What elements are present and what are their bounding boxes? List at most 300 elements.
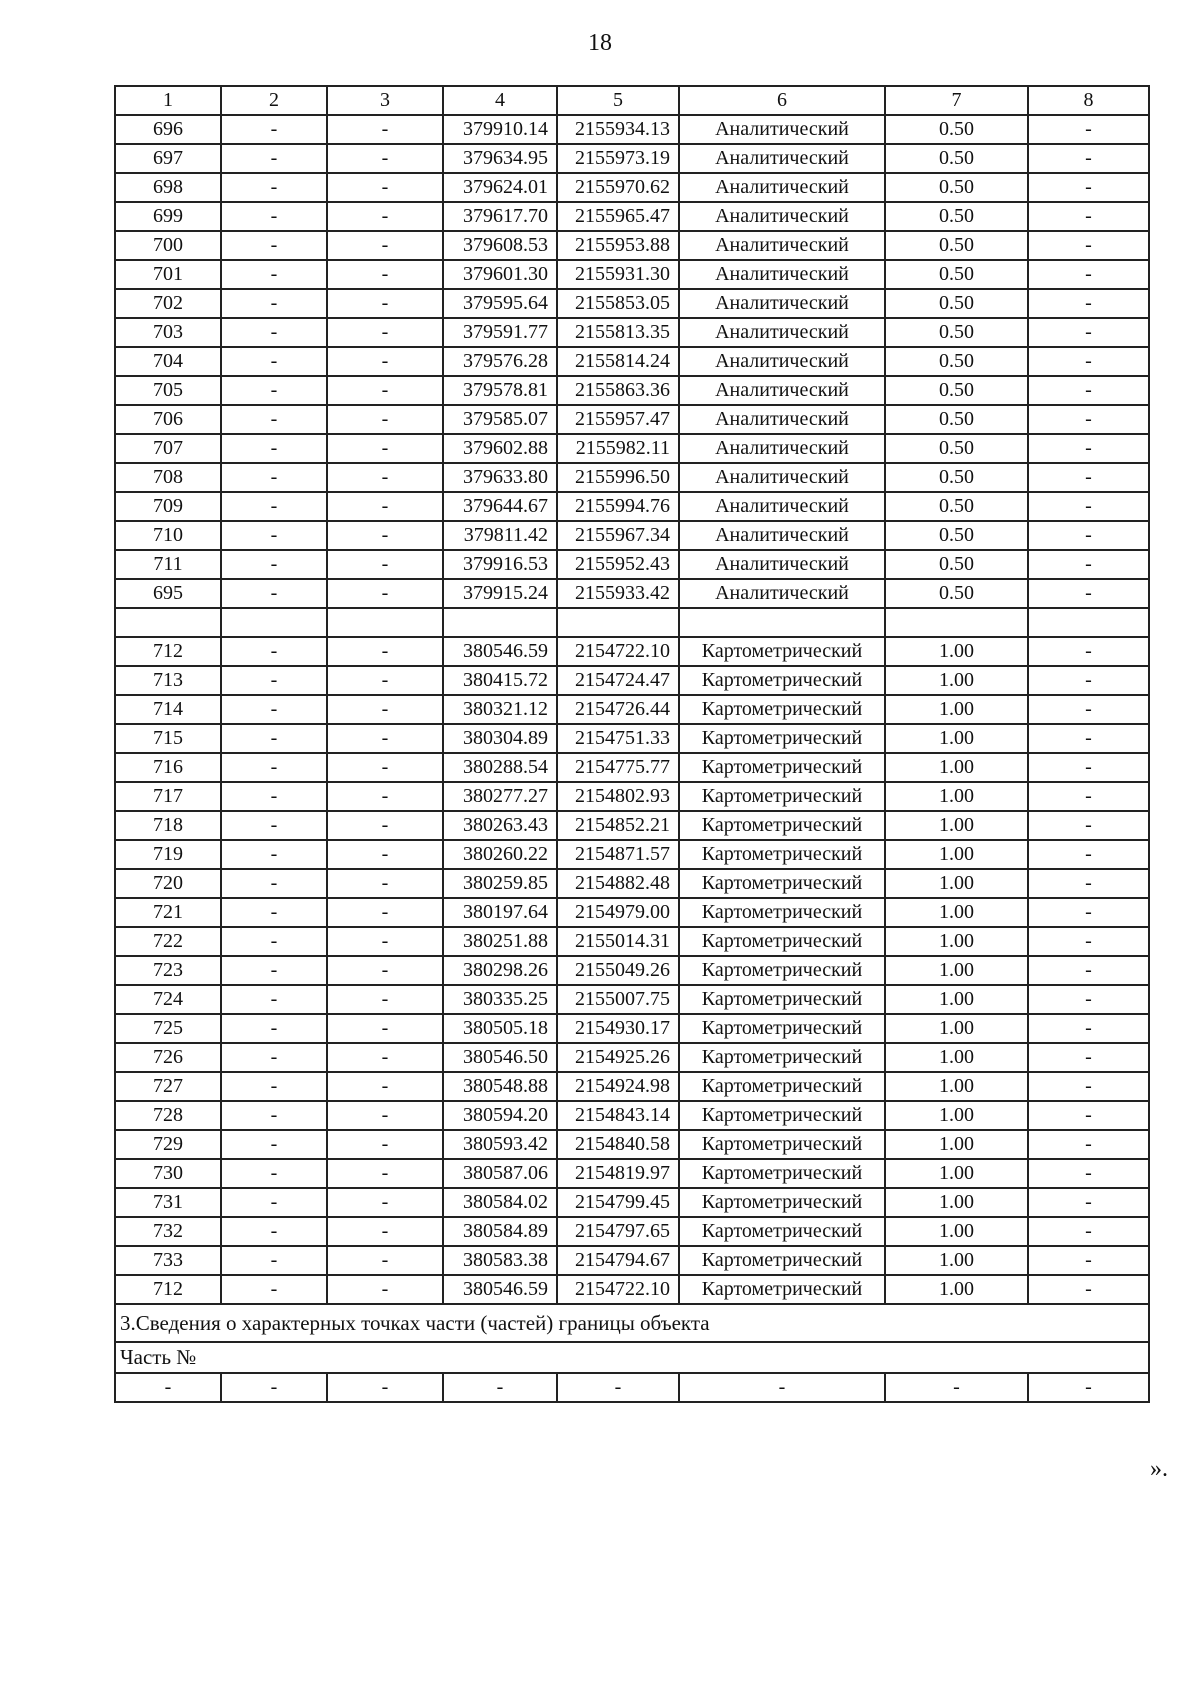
method-cell: Аналитический (679, 492, 885, 521)
col3-cell: - (327, 492, 443, 521)
accuracy-cell: 1.00 (885, 840, 1028, 869)
x-coordinate-cell: 379633.80 (443, 463, 557, 492)
accuracy-cell: 0.50 (885, 115, 1028, 144)
method-cell: Аналитический (679, 463, 885, 492)
col8-cell: - (1028, 1101, 1149, 1130)
blank-separator-row (115, 608, 1149, 637)
x-coordinate-cell: 379916.53 (443, 550, 557, 579)
col2-cell: - (221, 231, 327, 260)
point-number-cell: 721 (115, 898, 221, 927)
x-coordinate-cell: 380304.89 (443, 724, 557, 753)
table-row (115, 985, 1149, 1014)
col2-cell: - (221, 782, 327, 811)
table-row (115, 724, 1149, 753)
point-number-cell: 716 (115, 753, 221, 782)
y-coordinate-cell: 2154852.21 (557, 811, 679, 840)
table-row (115, 115, 1149, 144)
col3-cell: - (327, 318, 443, 347)
y-coordinate-cell: 2154871.57 (557, 840, 679, 869)
col2-cell: - (221, 1130, 327, 1159)
point-number-cell: 717 (115, 782, 221, 811)
col2-cell: - (221, 289, 327, 318)
col8-cell: - (1028, 927, 1149, 956)
accuracy-cell: 1.00 (885, 1246, 1028, 1275)
col2-cell: - (221, 1043, 327, 1072)
point-number-cell: 702 (115, 289, 221, 318)
table-row (115, 782, 1149, 811)
point-number-cell: 711 (115, 550, 221, 579)
accuracy-cell: 1.00 (885, 666, 1028, 695)
y-coordinate-cell: 2154751.33 (557, 724, 679, 753)
y-coordinate-cell: 2154794.67 (557, 1246, 679, 1275)
col3-cell: - (327, 347, 443, 376)
col2-cell: - (221, 840, 327, 869)
accuracy-cell: 0.50 (885, 202, 1028, 231)
dash-cell: - (557, 1373, 679, 1402)
col3-cell: - (327, 898, 443, 927)
x-coordinate-cell: 379576.28 (443, 347, 557, 376)
col8-cell: - (1028, 1188, 1149, 1217)
col2-cell: - (221, 898, 327, 927)
table-row (115, 405, 1149, 434)
col2-cell: - (221, 463, 327, 492)
page-number: 18 (588, 30, 612, 56)
col2-cell: - (221, 173, 327, 202)
accuracy-cell: 1.00 (885, 1159, 1028, 1188)
point-number-cell: 697 (115, 144, 221, 173)
table-row (115, 202, 1149, 231)
point-number-cell: 722 (115, 927, 221, 956)
col2-cell: - (221, 202, 327, 231)
col2-cell: - (221, 1217, 327, 1246)
col2-cell: - (221, 1275, 327, 1304)
x-coordinate-cell: 379634.95 (443, 144, 557, 173)
method-cell: Аналитический (679, 289, 885, 318)
accuracy-cell: 1.00 (885, 869, 1028, 898)
col8-cell: - (1028, 1217, 1149, 1246)
point-number-cell: 695 (115, 579, 221, 608)
method-cell: Аналитический (679, 231, 885, 260)
blank-cell (327, 608, 443, 637)
col3-cell: - (327, 1275, 443, 1304)
x-coordinate-cell: 380263.43 (443, 811, 557, 840)
method-cell: Картометрический (679, 637, 885, 666)
point-number-cell: 706 (115, 405, 221, 434)
y-coordinate-cell: 2155007.75 (557, 985, 679, 1014)
method-cell: Картометрический (679, 1072, 885, 1101)
last-row (115, 1373, 1149, 1402)
col3-cell: - (327, 144, 443, 173)
x-coordinate-cell: 379915.24 (443, 579, 557, 608)
y-coordinate-cell: 2154799.45 (557, 1188, 679, 1217)
table-row (115, 869, 1149, 898)
method-cell: Аналитический (679, 579, 885, 608)
table-row (115, 898, 1149, 927)
x-coordinate-cell: 380583.38 (443, 1246, 557, 1275)
accuracy-cell: 1.00 (885, 695, 1028, 724)
method-cell: Аналитический (679, 144, 885, 173)
point-number-cell: 725 (115, 1014, 221, 1043)
table-row (115, 1159, 1149, 1188)
table-row (115, 1101, 1149, 1130)
table-row (115, 1188, 1149, 1217)
x-coordinate-cell: 380546.59 (443, 1275, 557, 1304)
col3-cell: - (327, 173, 443, 202)
x-coordinate-cell: 380594.20 (443, 1101, 557, 1130)
col8-cell: - (1028, 898, 1149, 927)
col8-cell: - (1028, 753, 1149, 782)
col3-cell: - (327, 550, 443, 579)
col8-cell: - (1028, 231, 1149, 260)
table-row (115, 463, 1149, 492)
table-row (115, 492, 1149, 521)
col8-cell: - (1028, 1043, 1149, 1072)
method-cell: Аналитический (679, 173, 885, 202)
col2-cell: - (221, 347, 327, 376)
col3-cell: - (327, 956, 443, 985)
col3-cell: - (327, 202, 443, 231)
col8-cell: - (1028, 869, 1149, 898)
col3-cell: - (327, 985, 443, 1014)
col3-cell: - (327, 1130, 443, 1159)
accuracy-cell: 1.00 (885, 1275, 1028, 1304)
table-row (115, 376, 1149, 405)
accuracy-cell: 0.50 (885, 492, 1028, 521)
accuracy-cell: 0.50 (885, 289, 1028, 318)
col8-cell: - (1028, 985, 1149, 1014)
point-number-cell: 728 (115, 1101, 221, 1130)
col8-cell: - (1028, 434, 1149, 463)
col3-cell: - (327, 927, 443, 956)
y-coordinate-cell: 2155994.76 (557, 492, 679, 521)
accuracy-cell: 0.50 (885, 318, 1028, 347)
col2-cell: - (221, 637, 327, 666)
x-coordinate-cell: 380505.18 (443, 1014, 557, 1043)
x-coordinate-cell: 380298.26 (443, 956, 557, 985)
point-number-cell: 712 (115, 1275, 221, 1304)
point-number-cell: 710 (115, 521, 221, 550)
y-coordinate-cell: 2155049.26 (557, 956, 679, 985)
col3-cell: - (327, 434, 443, 463)
section-3-title: 3.Сведения о характерных точках части (частей) границы объекта (115, 1304, 1149, 1342)
coordinates-table (114, 85, 1150, 1403)
col8-cell: - (1028, 782, 1149, 811)
x-coordinate-cell: 379595.64 (443, 289, 557, 318)
col8-cell: - (1028, 115, 1149, 144)
point-number-cell: 720 (115, 869, 221, 898)
col3-cell: - (327, 521, 443, 550)
header-row (115, 86, 1149, 115)
x-coordinate-cell: 379608.53 (443, 231, 557, 260)
method-cell: Картометрический (679, 695, 885, 724)
blank-cell (221, 608, 327, 637)
y-coordinate-cell: 2154726.44 (557, 695, 679, 724)
y-coordinate-cell: 2154722.10 (557, 1275, 679, 1304)
accuracy-cell: 1.00 (885, 1043, 1028, 1072)
y-coordinate-cell: 2155933.42 (557, 579, 679, 608)
method-cell: Аналитический (679, 376, 885, 405)
point-number-cell: 732 (115, 1217, 221, 1246)
x-coordinate-cell: 380251.88 (443, 927, 557, 956)
col8-cell: - (1028, 318, 1149, 347)
y-coordinate-cell: 2154802.93 (557, 782, 679, 811)
y-coordinate-cell: 2155982.11 (557, 434, 679, 463)
dash-cell: - (443, 1373, 557, 1402)
col3-cell: - (327, 869, 443, 898)
accuracy-cell: 0.50 (885, 376, 1028, 405)
y-coordinate-cell: 2155953.88 (557, 231, 679, 260)
col2-cell: - (221, 927, 327, 956)
col3-cell: - (327, 1101, 443, 1130)
col2-cell: - (221, 695, 327, 724)
part-row (115, 1342, 1149, 1373)
table-row (115, 753, 1149, 782)
y-coordinate-cell: 2154775.77 (557, 753, 679, 782)
col3-cell: - (327, 1246, 443, 1275)
blank-cell (443, 608, 557, 637)
col3-cell: - (327, 1072, 443, 1101)
col2-cell: - (221, 550, 327, 579)
accuracy-cell: 0.50 (885, 260, 1028, 289)
table-body (115, 86, 1149, 1402)
x-coordinate-cell: 380415.72 (443, 666, 557, 695)
y-coordinate-cell: 2155934.13 (557, 115, 679, 144)
table-row (115, 1275, 1149, 1304)
accuracy-cell: 1.00 (885, 811, 1028, 840)
x-coordinate-cell: 380587.06 (443, 1159, 557, 1188)
method-cell: Картометрический (679, 898, 885, 927)
y-coordinate-cell: 2154930.17 (557, 1014, 679, 1043)
table-row (115, 637, 1149, 666)
method-cell: Картометрический (679, 1246, 885, 1275)
table-row (115, 434, 1149, 463)
section-title-row (115, 1304, 1149, 1342)
method-cell: Аналитический (679, 405, 885, 434)
y-coordinate-cell: 2155952.43 (557, 550, 679, 579)
table-row (115, 260, 1149, 289)
x-coordinate-cell: 379910.14 (443, 115, 557, 144)
col2-cell: - (221, 666, 327, 695)
point-number-cell: 708 (115, 463, 221, 492)
blank-cell (885, 608, 1028, 637)
y-coordinate-cell: 2154797.65 (557, 1217, 679, 1246)
col2-cell: - (221, 1159, 327, 1188)
col8-cell: - (1028, 956, 1149, 985)
col8-cell: - (1028, 173, 1149, 202)
accuracy-cell: 1.00 (885, 898, 1028, 927)
method-cell: Картометрический (679, 1043, 885, 1072)
x-coordinate-cell: 379644.67 (443, 492, 557, 521)
point-number-cell: 699 (115, 202, 221, 231)
col2-cell: - (221, 492, 327, 521)
col8-cell: - (1028, 347, 1149, 376)
table-row (115, 811, 1149, 840)
col8-cell: - (1028, 695, 1149, 724)
col8-cell: - (1028, 840, 1149, 869)
col2-cell: - (221, 376, 327, 405)
x-coordinate-cell: 379617.70 (443, 202, 557, 231)
accuracy-cell: 0.50 (885, 550, 1028, 579)
y-coordinate-cell: 2154724.47 (557, 666, 679, 695)
col3-cell: - (327, 637, 443, 666)
method-cell: Картометрический (679, 927, 885, 956)
col3-cell: - (327, 1217, 443, 1246)
col2-cell: - (221, 985, 327, 1014)
col3-cell: - (327, 1043, 443, 1072)
header-cell: 1 (115, 86, 221, 115)
col2-cell: - (221, 811, 327, 840)
table-row (115, 1246, 1149, 1275)
x-coordinate-cell: 380277.27 (443, 782, 557, 811)
col3-cell: - (327, 376, 443, 405)
y-coordinate-cell: 2155970.62 (557, 173, 679, 202)
table-row (115, 289, 1149, 318)
point-number-cell: 726 (115, 1043, 221, 1072)
x-coordinate-cell: 379585.07 (443, 405, 557, 434)
method-cell: Картометрический (679, 1275, 885, 1304)
y-coordinate-cell: 2155863.36 (557, 376, 679, 405)
method-cell: Картометрический (679, 1101, 885, 1130)
point-number-cell: 704 (115, 347, 221, 376)
col2-cell: - (221, 1246, 327, 1275)
header-cell: 3 (327, 86, 443, 115)
col3-cell: - (327, 782, 443, 811)
col8-cell: - (1028, 1072, 1149, 1101)
col3-cell: - (327, 724, 443, 753)
x-coordinate-cell: 380584.02 (443, 1188, 557, 1217)
table-row (115, 173, 1149, 202)
table-row (115, 695, 1149, 724)
col2-cell: - (221, 434, 327, 463)
table-row (115, 1072, 1149, 1101)
x-coordinate-cell: 379624.01 (443, 173, 557, 202)
table-row (115, 956, 1149, 985)
accuracy-cell: 1.00 (885, 1217, 1028, 1246)
point-number-cell: 707 (115, 434, 221, 463)
table-row (115, 1217, 1149, 1246)
point-number-cell: 701 (115, 260, 221, 289)
y-coordinate-cell: 2154979.00 (557, 898, 679, 927)
col8-cell: - (1028, 637, 1149, 666)
dash-cell: - (1028, 1373, 1149, 1402)
col2-cell: - (221, 956, 327, 985)
accuracy-cell: 0.50 (885, 231, 1028, 260)
col2-cell: - (221, 579, 327, 608)
y-coordinate-cell: 2155996.50 (557, 463, 679, 492)
col2-cell: - (221, 1188, 327, 1217)
x-coordinate-cell: 380546.59 (443, 637, 557, 666)
method-cell: Картометрический (679, 1188, 885, 1217)
closing-quote: ». (1150, 1456, 1168, 1482)
col3-cell: - (327, 1188, 443, 1217)
col8-cell: - (1028, 579, 1149, 608)
method-cell: Аналитический (679, 347, 885, 376)
col8-cell: - (1028, 811, 1149, 840)
col3-cell: - (327, 753, 443, 782)
col8-cell: - (1028, 1130, 1149, 1159)
dash-cell: - (327, 1373, 443, 1402)
blank-cell (679, 608, 885, 637)
col8-cell: - (1028, 492, 1149, 521)
accuracy-cell: 0.50 (885, 144, 1028, 173)
point-number-cell: 709 (115, 492, 221, 521)
y-coordinate-cell: 2155965.47 (557, 202, 679, 231)
col3-cell: - (327, 695, 443, 724)
dash-cell: - (115, 1373, 221, 1402)
col3-cell: - (327, 811, 443, 840)
col2-cell: - (221, 1014, 327, 1043)
point-number-cell: 733 (115, 1246, 221, 1275)
accuracy-cell: 0.50 (885, 434, 1028, 463)
col3-cell: - (327, 1159, 443, 1188)
table-row (115, 318, 1149, 347)
method-cell: Картометрический (679, 869, 885, 898)
table-row (115, 927, 1149, 956)
method-cell: Картометрический (679, 1159, 885, 1188)
col2-cell: - (221, 318, 327, 347)
header-cell: 2 (221, 86, 327, 115)
x-coordinate-cell: 379811.42 (443, 521, 557, 550)
dash-cell: - (679, 1373, 885, 1402)
method-cell: Аналитический (679, 550, 885, 579)
x-coordinate-cell: 380546.50 (443, 1043, 557, 1072)
y-coordinate-cell: 2155957.47 (557, 405, 679, 434)
point-number-cell: 729 (115, 1130, 221, 1159)
x-coordinate-cell: 380197.64 (443, 898, 557, 927)
point-number-cell: 712 (115, 637, 221, 666)
dash-cell: - (885, 1373, 1028, 1402)
y-coordinate-cell: 2155973.19 (557, 144, 679, 173)
col8-cell: - (1028, 260, 1149, 289)
x-coordinate-cell: 379602.88 (443, 434, 557, 463)
col8-cell: - (1028, 521, 1149, 550)
col2-cell: - (221, 144, 327, 173)
accuracy-cell: 0.50 (885, 405, 1028, 434)
point-number-cell: 696 (115, 115, 221, 144)
col3-cell: - (327, 260, 443, 289)
col8-cell: - (1028, 1014, 1149, 1043)
col3-cell: - (327, 289, 443, 318)
blank-cell (1028, 608, 1149, 637)
col2-cell: - (221, 521, 327, 550)
accuracy-cell: 1.00 (885, 927, 1028, 956)
table-row (115, 144, 1149, 173)
table-row (115, 840, 1149, 869)
y-coordinate-cell: 2154843.14 (557, 1101, 679, 1130)
table-row (115, 347, 1149, 376)
accuracy-cell: 0.50 (885, 173, 1028, 202)
col2-cell: - (221, 753, 327, 782)
method-cell: Картометрический (679, 1217, 885, 1246)
method-cell: Аналитический (679, 202, 885, 231)
x-coordinate-cell: 380593.42 (443, 1130, 557, 1159)
col3-cell: - (327, 579, 443, 608)
x-coordinate-cell: 380548.88 (443, 1072, 557, 1101)
header-cell: 5 (557, 86, 679, 115)
accuracy-cell: 1.00 (885, 1188, 1028, 1217)
col2-cell: - (221, 260, 327, 289)
method-cell: Аналитический (679, 318, 885, 347)
col2-cell: - (221, 1072, 327, 1101)
method-cell: Картометрический (679, 1014, 885, 1043)
point-number-cell: 698 (115, 173, 221, 202)
header-cell: 7 (885, 86, 1028, 115)
method-cell: Картометрический (679, 724, 885, 753)
y-coordinate-cell: 2155967.34 (557, 521, 679, 550)
method-cell: Картометрический (679, 666, 885, 695)
col8-cell: - (1028, 289, 1149, 318)
blank-cell (557, 608, 679, 637)
